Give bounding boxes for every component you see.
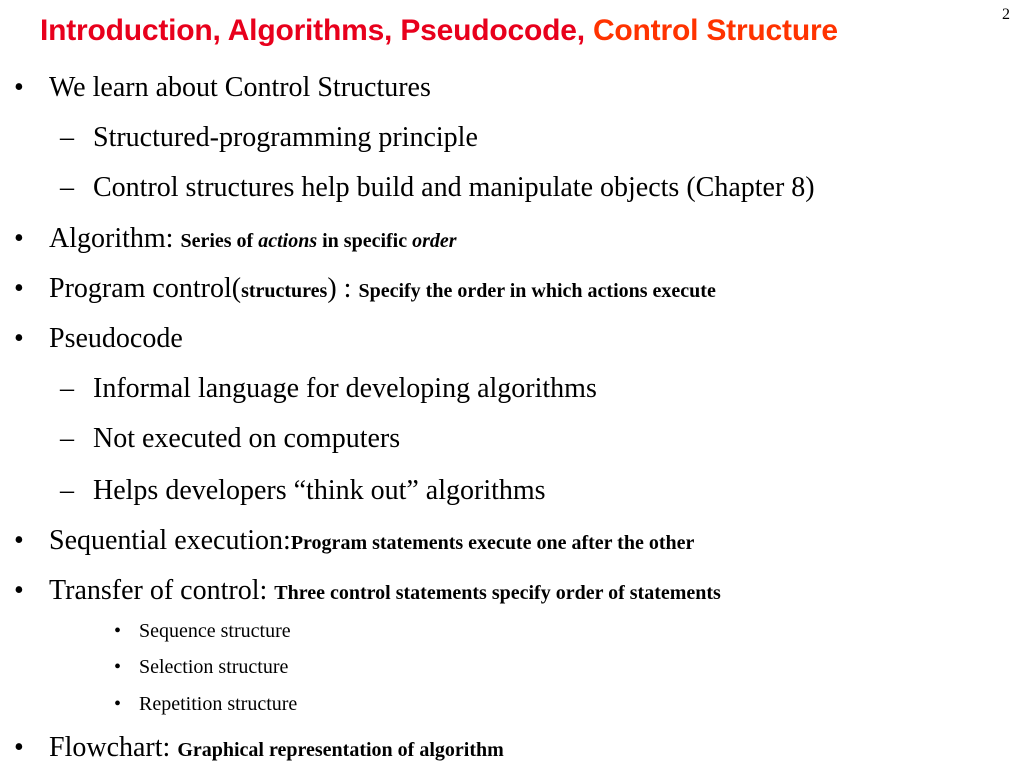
definition-part: Program statements execute one after the other bbox=[290, 532, 695, 554]
bullet-marker: • bbox=[14, 273, 24, 304]
dash-marker: – bbox=[60, 172, 74, 203]
definition-part: Specify the order in which actions execute bbox=[358, 280, 716, 302]
sub-bullet-text: Control structures help build and manipulate objects (Chapter 8) bbox=[93, 172, 815, 203]
bullet-marker: • bbox=[14, 223, 24, 254]
bullet-marker: • bbox=[14, 525, 24, 556]
bullet-term: Program control( bbox=[49, 273, 242, 304]
bullet-term: Transfer of control: bbox=[49, 575, 275, 606]
definition-part: Three control statements specify order of statements bbox=[274, 582, 721, 604]
dash-marker: – bbox=[60, 475, 74, 506]
bullet-text bbox=[49, 524, 694, 560]
definition-part: Series of bbox=[180, 230, 259, 252]
sub-sub-bullet-text: Sequence structure bbox=[139, 620, 291, 642]
bullet-term: Flowchart: bbox=[49, 732, 178, 763]
bullet-marker: • bbox=[114, 693, 122, 715]
bullet-marker: • bbox=[114, 620, 122, 642]
bullet-marker: • bbox=[14, 732, 24, 763]
sub-bullet-text: Helps developers “think out” algorithms bbox=[93, 475, 546, 506]
definition-part: Graphical representation of algorithm bbox=[177, 739, 504, 761]
slide-number: 2 bbox=[1002, 6, 1010, 23]
bullet-marker: • bbox=[14, 575, 24, 606]
definition-emphasis: actions bbox=[258, 230, 318, 252]
sub-bullet-text: Structured-programming principle bbox=[93, 122, 478, 153]
sub-bullet-text: Not executed on computers bbox=[93, 423, 401, 454]
bullet-term: Algorithm: bbox=[49, 223, 181, 254]
dash-marker: – bbox=[60, 373, 74, 404]
title-part-2: Control Structure bbox=[592, 14, 838, 47]
definition-emphasis: order bbox=[412, 230, 457, 252]
bullet-text: We learn about Control Structures bbox=[49, 72, 431, 103]
sub-sub-bullet-text: Repetition structure bbox=[139, 693, 298, 715]
dash-marker: – bbox=[60, 423, 74, 454]
sub-sub-bullet-text: Selection structure bbox=[139, 656, 289, 678]
bullet-term-after: ) : bbox=[327, 273, 359, 304]
title-part-1: Introduction, Algorithms, Pseudocode, bbox=[40, 14, 593, 47]
bullet-term-small: structures bbox=[241, 280, 328, 302]
bullet-text bbox=[49, 574, 721, 610]
bullet-marker: • bbox=[14, 323, 24, 354]
bullet-text: Pseudocode bbox=[49, 323, 183, 354]
definition-part: in specific bbox=[317, 230, 413, 252]
bullet-term: Sequential execution: bbox=[49, 525, 291, 556]
bullet-marker: • bbox=[14, 72, 24, 103]
dash-marker: – bbox=[60, 122, 74, 153]
bullet-text bbox=[49, 731, 504, 767]
slide-title bbox=[40, 14, 838, 48]
bullet-marker: • bbox=[114, 656, 122, 678]
sub-bullet-text: Informal language for developing algorithms bbox=[93, 373, 597, 404]
bullet-text bbox=[49, 272, 716, 308]
bullet-text bbox=[49, 222, 457, 258]
